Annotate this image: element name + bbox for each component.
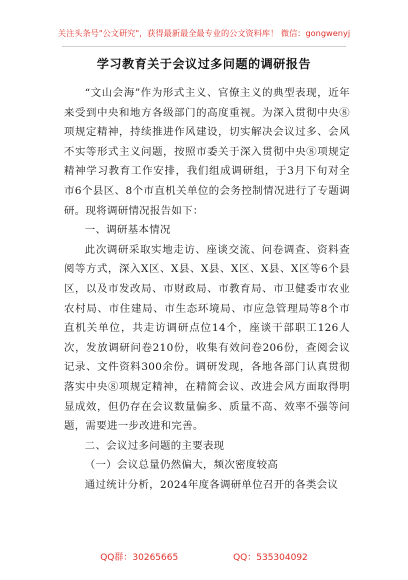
qq-number: QQ：535304092 bbox=[233, 553, 308, 563]
header-promo-text: 关注头条号"公文研究"，获得最新最全最专业的公文资料库！ 微信：gongwenyj bbox=[57, 28, 351, 38]
analysis-paragraph: 通过统计分析，2024年度各调研单位召开的各类会议 bbox=[84, 478, 339, 491]
section-heading-2: 二、会议过多问题的主要表现 bbox=[84, 439, 225, 452]
survey-paragraph: 此次调研采取实地走访、座谈交流、问卷调查、资料查阅等方式，深入X区、X县、X县、X区、X县、X区等6个县区，以及市发改局、市财政局、市教育局、市卫健委市农业农村局、市住建局、市生态环境局、市应急管理局等8个市直机关单位，共走访调研点位14个，座谈干部职工126人次，发放调研问卷210份，收集有效问卷206份，查阅会议记录、文件资料300余份。调研发现，各地各部门认真贯彻落实中央⑧项规定精神，在精简会议、改进会风方面取得明显成效，但仍存在会议数量偏多、质量不高、效率不强等问题，需要进一步改进和完善。 bbox=[64, 243, 350, 433]
section-heading-1: 一、调研基本情况 bbox=[84, 224, 171, 237]
footer-contact bbox=[0, 550, 408, 563]
header-divider bbox=[62, 46, 346, 47]
intro-paragraph: “文山会海”作为形式主义、官僚主义的典型表现，近年来受到中央和地方各级部门的高度重视。为深入贯彻中央⑧项规定精神，持续推进作风建设，切实解决会议过多、会风不实等形式主义问题，按照市委关于深入贯彻中央⑧项规定精神学习教育工作安排，我们组成调研组，于3月下旬对全市6个县区、8个市直机关单位的会务控制情况进行了专题调研。现将调研情况报告如下： bbox=[64, 87, 350, 217]
document-body bbox=[64, 84, 350, 495]
document-title: 学习教育关于会议过多问题的调研报告 bbox=[96, 57, 312, 71]
subsection-heading-1: （一）会议总量仍然偏大，频次密度较高 bbox=[84, 459, 279, 472]
qq-group-number: QQ群：30265665 bbox=[100, 553, 179, 563]
